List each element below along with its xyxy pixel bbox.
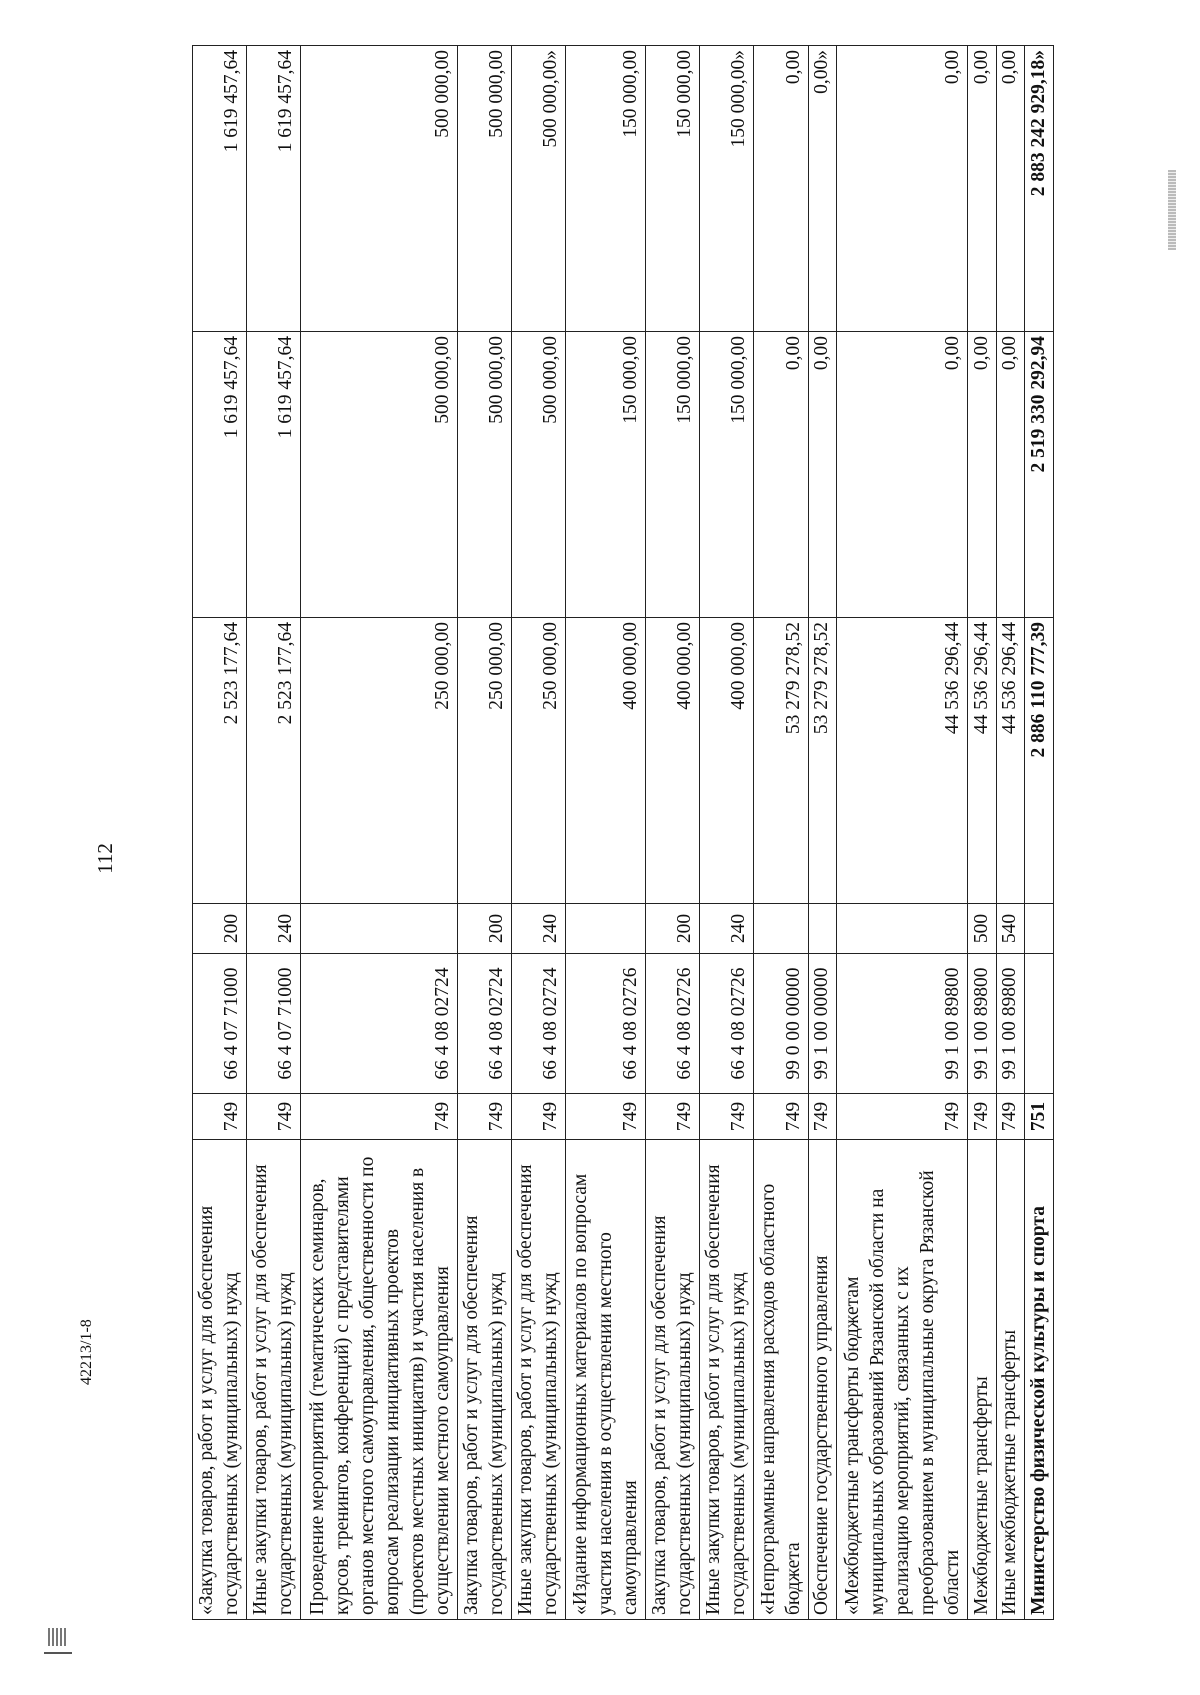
- row-value-2: 0,00: [808, 332, 837, 618]
- row-vr-code: 200: [193, 904, 247, 954]
- row-value-1: 53 279 278,52: [754, 618, 808, 904]
- page-number: 112: [92, 843, 117, 874]
- row-value-1: 2 523 177,64: [247, 618, 301, 904]
- row-value-2: 0,00: [754, 332, 808, 618]
- row-value-3: 0,00: [837, 46, 968, 332]
- row-value-2: 1 619 457,64: [247, 332, 301, 618]
- row-vr-code: 240: [512, 904, 566, 954]
- budget-table-body: [193, 46, 1054, 1620]
- row-value-1: 250 000,00: [457, 618, 511, 904]
- row-name: Иные закупки товаров, работ и услуг для обеспечения государственных (муниципальных) нужд: [700, 1140, 754, 1620]
- row-name: «Закупка товаров, работ и услуг для обеспечения государственных (муниципальных) нужд: [193, 1140, 247, 1620]
- row-value-2: 0,00: [837, 332, 968, 618]
- row-gr-code: 751: [1025, 1094, 1054, 1140]
- row-value-1: 400 000,00: [566, 618, 646, 904]
- row-value-3: 0,00»: [808, 46, 837, 332]
- budget-table-rotated: [192, 45, 1054, 1620]
- row-name: Закупка товаров, работ и услуг для обеспечения государственных (муниципальных) нужд: [645, 1140, 699, 1620]
- row-value-1: 44 536 296,44: [996, 618, 1025, 904]
- row-gr-code: 749: [193, 1094, 247, 1140]
- table-total-row: [1025, 46, 1054, 1620]
- row-value-1: 2 523 177,64: [193, 618, 247, 904]
- row-vr-code: 240: [700, 904, 754, 954]
- row-value-3: 150 000,00»: [700, 46, 754, 332]
- row-cs-code: 99 1 00 00000: [808, 954, 837, 1094]
- table-row: [968, 46, 997, 1620]
- row-gr-code: 749: [645, 1094, 699, 1140]
- table-row: [566, 46, 646, 1620]
- row-value-1: 400 000,00: [700, 618, 754, 904]
- row-name: Обеспечение государственного управления: [808, 1140, 837, 1620]
- row-vr-code: [754, 904, 808, 954]
- row-vr-code: 540: [996, 904, 1025, 954]
- row-name: Межбюджетные трансферты: [968, 1140, 997, 1620]
- row-value-3: 0,00: [968, 46, 997, 332]
- row-gr-code: 749: [457, 1094, 511, 1140]
- table-row: [808, 46, 837, 1620]
- row-gr-code: 749: [566, 1094, 646, 1140]
- row-cs-code: [1025, 954, 1054, 1094]
- table-row: [837, 46, 968, 1620]
- row-value-1: 44 536 296,44: [837, 618, 968, 904]
- row-gr-code: 749: [754, 1094, 808, 1140]
- budget-table: [192, 45, 1054, 1620]
- row-gr-code: 749: [700, 1094, 754, 1140]
- row-value-1: 2 886 110 777,39: [1025, 618, 1054, 904]
- row-value-2: 0,00: [996, 332, 1025, 618]
- row-vr-code: 500: [968, 904, 997, 954]
- document-code: 42213/1-8: [78, 1319, 95, 1385]
- row-value-3: 500 000,00»: [512, 46, 566, 332]
- row-value-3: 2 883 242 929,18»: [1025, 46, 1054, 332]
- row-value-3: 1 619 457,64: [193, 46, 247, 332]
- row-name: «Издание информационных материалов по вопросам участия населения в осуществлении местного самоуправления: [566, 1140, 646, 1620]
- row-gr-code: 749: [837, 1094, 968, 1140]
- row-gr-code: 749: [512, 1094, 566, 1140]
- row-value-3: 0,00: [754, 46, 808, 332]
- row-name: «Непрограммные направления расходов областного бюджета: [754, 1140, 808, 1620]
- row-gr-code: 749: [996, 1094, 1025, 1140]
- row-value-2: 150 000,00: [700, 332, 754, 618]
- row-cs-code: 99 1 00 89800: [968, 954, 997, 1094]
- row-name: Проведение мероприятий (тематических семинаров, курсов, тренингов, конференций) с представителями органов местного самоуправления, общественности по вопросам реализации инициативных проектов (проектов местных инициатив) и участия населения в осуществлении местного самоуправления: [301, 1140, 457, 1620]
- row-cs-code: 99 1 00 89800: [837, 954, 968, 1094]
- row-name: «Межбюджетные трансферты бюджетам муниципальных образований Рязанской области на реализацию мероприятий, связанных с их преобразованием в муниципальные округа Рязанской области: [837, 1140, 968, 1620]
- row-value-3: 500 000,00: [457, 46, 511, 332]
- row-cs-code: 66 4 08 02726: [700, 954, 754, 1094]
- table-row: [700, 46, 754, 1620]
- row-vr-code: 200: [457, 904, 511, 954]
- row-vr-code: [808, 904, 837, 954]
- row-value-3: 500 000,00: [301, 46, 457, 332]
- row-gr-code: 749: [247, 1094, 301, 1140]
- row-value-2: 500 000,00: [457, 332, 511, 618]
- row-value-2: 500 000,00: [512, 332, 566, 618]
- row-name: Министерство физической культуры и спорта: [1025, 1140, 1054, 1620]
- row-cs-code: 66 4 08 02726: [566, 954, 646, 1094]
- table-row: [645, 46, 699, 1620]
- row-value-1: 400 000,00: [645, 618, 699, 904]
- emblem-icon: [44, 1620, 72, 1654]
- row-value-1: 250 000,00: [512, 618, 566, 904]
- row-vr-code: 200: [645, 904, 699, 954]
- row-cs-code: 99 1 00 89800: [996, 954, 1025, 1094]
- row-value-3: 1 619 457,64: [247, 46, 301, 332]
- row-cs-code: 66 4 07 71000: [193, 954, 247, 1094]
- row-value-1: 44 536 296,44: [968, 618, 997, 904]
- row-value-3: 0,00: [996, 46, 1025, 332]
- row-value-2: 1 619 457,64: [193, 332, 247, 618]
- row-value-2: 2 519 330 292,94: [1025, 332, 1054, 618]
- row-vr-code: 240: [247, 904, 301, 954]
- row-value-1: 250 000,00: [301, 618, 457, 904]
- row-cs-code: 66 4 08 02724: [457, 954, 511, 1094]
- row-name: Иные закупки товаров, работ и услуг для обеспечения государственных (муниципальных) нужд: [512, 1140, 566, 1620]
- row-name: Иные закупки товаров, работ и услуг для обеспечения государственных (муниципальных) нужд: [247, 1140, 301, 1620]
- table-row: [996, 46, 1025, 1620]
- row-name: Закупка товаров, работ и услуг для обеспечения государственных (муниципальных) нужд: [457, 1140, 511, 1620]
- row-cs-code: 66 4 08 02724: [512, 954, 566, 1094]
- row-cs-code: 66 4 07 71000: [247, 954, 301, 1094]
- row-vr-code: [301, 904, 457, 954]
- row-cs-code: 66 4 08 02724: [301, 954, 457, 1094]
- row-value-2: 150 000,00: [566, 332, 646, 618]
- row-value-2: 150 000,00: [645, 332, 699, 618]
- row-value-3: 150 000,00: [566, 46, 646, 332]
- table-row: [247, 46, 301, 1620]
- row-cs-code: 66 4 08 02726: [645, 954, 699, 1094]
- row-value-1: 53 279 278,52: [808, 618, 837, 904]
- row-vr-code: [837, 904, 968, 954]
- row-value-2: 0,00: [968, 332, 997, 618]
- row-value-3: 150 000,00: [645, 46, 699, 332]
- scan-artifact: [1168, 170, 1176, 250]
- row-gr-code: 749: [968, 1094, 997, 1140]
- table-row: [301, 46, 457, 1620]
- row-gr-code: 749: [808, 1094, 837, 1140]
- row-value-2: 500 000,00: [301, 332, 457, 618]
- table-row: [512, 46, 566, 1620]
- table-row: [754, 46, 808, 1620]
- row-gr-code: 749: [301, 1094, 457, 1140]
- table-row: [457, 46, 511, 1620]
- table-row: [193, 46, 247, 1620]
- row-cs-code: 99 0 00 00000: [754, 954, 808, 1094]
- row-vr-code: [1025, 904, 1054, 954]
- row-name: Иные межбюджетные трансферты: [996, 1140, 1025, 1620]
- row-vr-code: [566, 904, 646, 954]
